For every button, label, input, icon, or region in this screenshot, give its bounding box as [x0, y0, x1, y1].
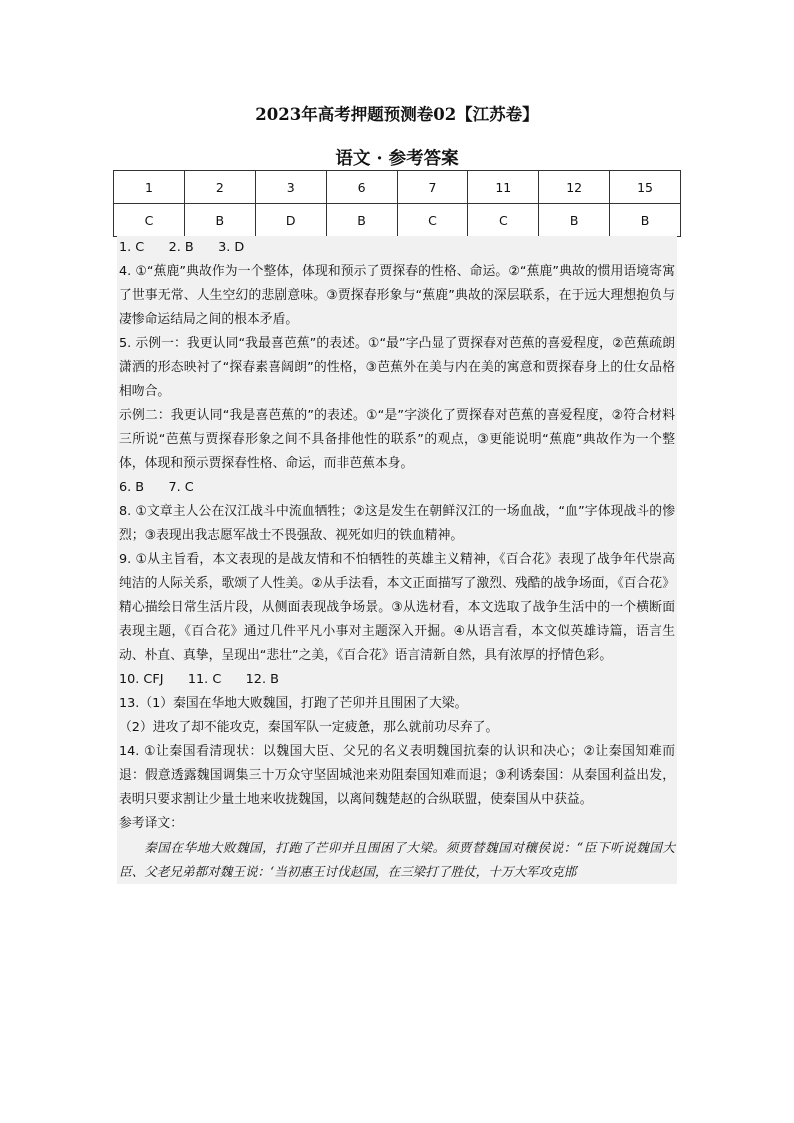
translation-paragraph: 秦国在华地大败魏国，打跑了芒卯并且围困了大梁。须贾替魏国对穰侯说：“臣下听说魏国大臣、父老兄弟都对魏王说：‘当初惠王讨伐赵国，在三梁打了胜仗，十万大军攻克邯 — [119, 840, 675, 879]
table-cell: 11 — [468, 171, 539, 204]
table-cell: B — [326, 204, 397, 237]
table-cell: D — [255, 204, 326, 237]
table-cell: 12 — [539, 171, 610, 204]
table-header-row — [114, 171, 681, 204]
table-cell: C — [114, 204, 185, 237]
answer-paragraph: 14. ①让秦国看清现状：以魏国大臣、父兄的名义表明魏国抗秦的认识和决心；②让秦国知难而退：假意透露魏国调集三十万众守坚固城池来劝阻秦国知难而退；③利诱秦国：从秦国利益出发，表明只要求割让少量土地来收拢魏国，以离间魏楚赵的合纵联盟，使秦国从中获益。 — [119, 744, 675, 807]
answer-paragraph: 4. ①“蕉鹿”典故作为一个整体，体现和预示了贾探春的性格、命运。②“蕉鹿”典故的惯用语境寄寓了世事无常、人生空幻的悲剧意味。③贾探春形象与“蕉鹿”典故的深层联系，在于远大理想抱负与凄惨命运结局之间的根本矛盾。 — [119, 264, 675, 327]
answer-paragraph: 6. B 7. C — [119, 480, 194, 495]
table-cell: C — [468, 204, 539, 237]
table-cell: 7 — [397, 171, 468, 204]
table-cell: 6 — [326, 171, 397, 204]
table-cell: 2 — [184, 171, 255, 204]
table-cell: B — [539, 204, 610, 237]
table-cell: 15 — [610, 171, 681, 204]
document-title: 2023年高考押题预测卷02【江苏卷】 — [255, 105, 539, 124]
table-cell: B — [184, 204, 255, 237]
table-cell: 3 — [255, 171, 326, 204]
table-cell: C — [397, 204, 468, 237]
table-answer-row — [114, 204, 681, 237]
answer-table — [113, 170, 681, 237]
answer-paragraph: 13.（1）秦国在华地大败魏国，打跑了芒卯并且围困了大梁。 — [119, 696, 468, 711]
table-cell: B — [610, 204, 681, 237]
answer-paragraph: 示例二：我更认同“我是喜芭蕉的”的表述。①“是”字淡化了贾探春对芭蕉的喜爱程度，②符合材料三所说“芭蕉与贾探春形象之间不具备排他性的联系”的观点，③更能说明“蕉鹿”典故作为一个整体，体现和预示贾探春性格、命运，而非芭蕉本身。 — [119, 408, 675, 471]
answer-paragraph: （2）进攻了却不能攻克，秦国军队一定疲惫，那么就前功尽弃了。 — [119, 720, 499, 735]
answer-paragraph: 8. ①文章主人公在汉江战斗中流血牺牲；②这是发生在朝鲜汉江的一场血战，“血”字体现战斗的惨烈；③表现出我志愿军战士不畏强敌、视死如归的铁血精神。 — [119, 504, 675, 543]
answer-paragraph: 10. CFJ 11. C 12. B — [119, 672, 279, 687]
answer-paragraph: 5. 示例一：我更认同“我最喜芭蕉”的表述。①“最”字凸显了贾探春对芭蕉的喜爱程度，②芭蕉疏朗潇洒的形态映衬了“探春素喜阔朗”的性格，③芭蕉外在美与内在美的寓意和贾探春身上的仕女品格相吻合。 — [119, 336, 675, 399]
answer-paragraph: 1. C 2. B 3. D — [119, 240, 245, 255]
answer-paragraph: 9. ①从主旨看，本文表现的是战友情和不怕牺牲的英雄主义精神，《百合花》表现了战争年代崇高纯洁的人际关系，歌颂了人性美。②从手法看，本文正面描写了激烈、残酷的战争场面，《百合花》精心描绘日常生活片段，从侧面表现战争场景。③从选材看，本文选取了战争生活中的一个横断面表现主题，《百合花》通过几件平凡小事对主题深入开掘。④从语言看，本文似英雄诗篇，语言生动、朴直、真挚，呈现出“悲壮”之美，《百合花》语言清新自然，具有浓厚的抒情色彩。 — [119, 552, 675, 663]
translation-heading: 参考译文： — [119, 816, 183, 831]
table-cell: 1 — [114, 171, 185, 204]
document-subtitle: 语文 · 参考答案 — [335, 149, 459, 169]
answer-body — [117, 236, 677, 884]
